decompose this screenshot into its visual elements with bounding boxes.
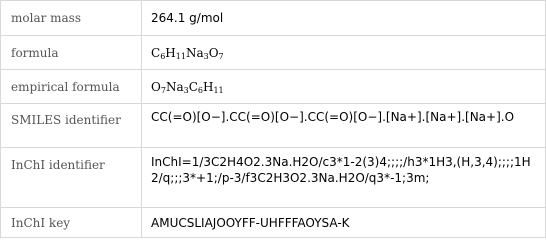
row-molar-mass xyxy=(1,1,545,35)
row-smiles xyxy=(1,103,545,148)
formula-subscript: 3 xyxy=(203,52,209,61)
label-molar-mass: molar mass xyxy=(11,11,81,25)
formula-subscript: 7 xyxy=(160,86,166,95)
formula-subscript: 11 xyxy=(213,86,224,95)
label-empirical-formula: empirical formula xyxy=(11,80,120,94)
formula-subscript: 11 xyxy=(175,52,186,61)
row-formula xyxy=(1,35,545,70)
label-smiles: SMILES identifier xyxy=(11,113,121,127)
value-inchi-key: AMUCSLIAJOOYFF-UHFFFAOYSA-K xyxy=(151,216,350,230)
row-inchi-key xyxy=(1,207,545,238)
label-inchi: InChI identifier xyxy=(11,158,105,172)
value-inchi: InChI=1/3C2H4O2.3Na.H2O/c3*1-2(3)4;;;;/h3*1H3,(H,3,4);;;;1H2/q;;;3*+1;/p-3/f3C2H3O2.3Na.H2O/q3*-1;3m; xyxy=(151,155,531,185)
value-empirical-formula: $O_7Na_3C_6H_{11}$ xyxy=(151,80,224,95)
formula-subscript: 6 xyxy=(160,52,166,61)
value-molar-mass: 264.1 g/mol xyxy=(151,11,224,25)
label-inchi-key: InChI key xyxy=(11,216,71,230)
row-inchi xyxy=(1,147,545,208)
label-formula: formula xyxy=(11,46,59,60)
value-smiles: CC(=O)[O−].CC(=O)[O−].CC(=O)[O−].[Na+].[Na+].[Na+].O xyxy=(151,110,515,124)
formula-subscript: 3 xyxy=(183,86,189,95)
value-formula: $C_6H_{11}Na_3O_7$ xyxy=(151,46,224,61)
formula-subscript: 7 xyxy=(218,52,224,61)
row-empirical-formula xyxy=(1,69,545,104)
formula-subscript: 6 xyxy=(197,86,203,95)
